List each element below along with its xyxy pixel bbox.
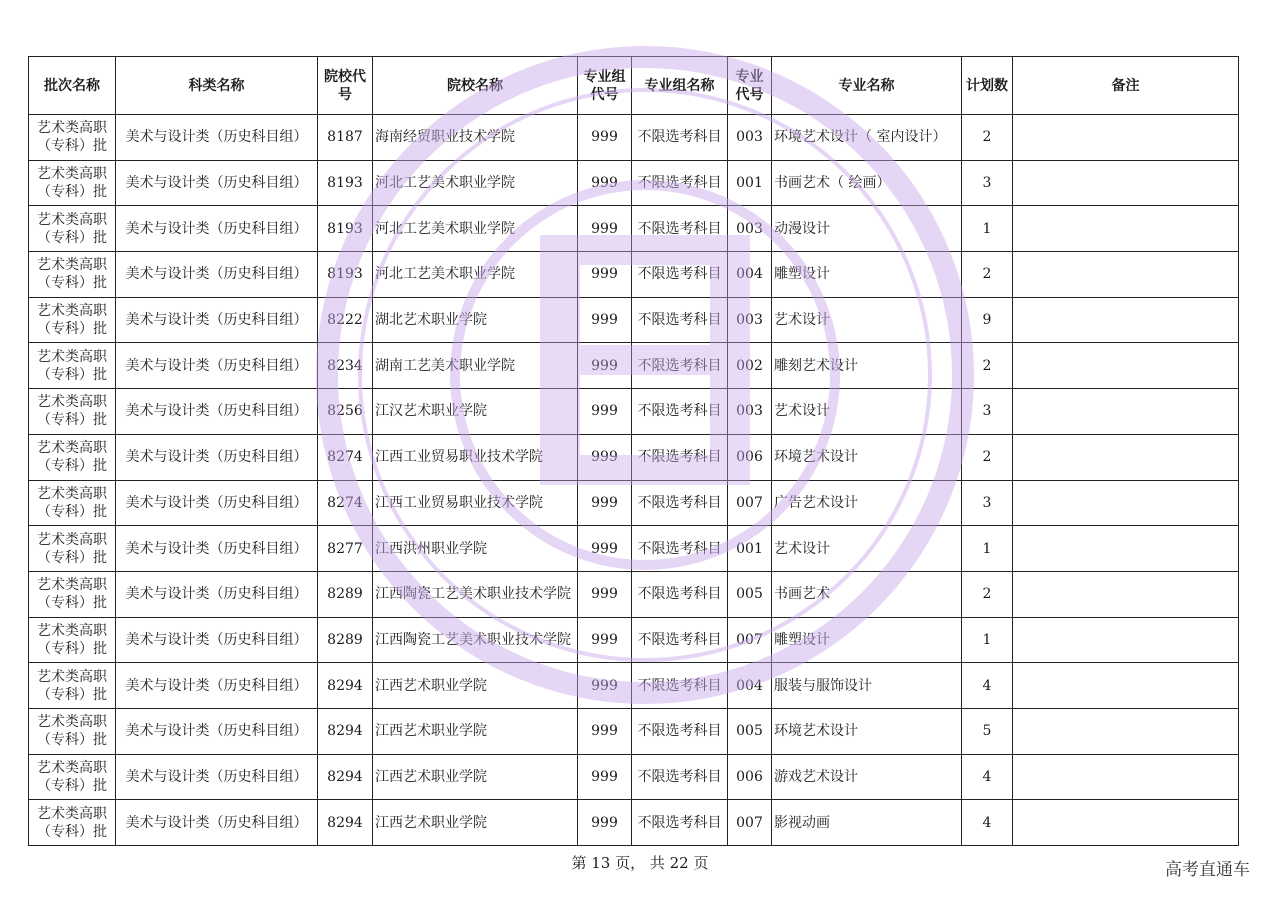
table-cell: 8193 [318, 206, 373, 252]
table-cell: 江西洪州职业学院 [373, 526, 578, 572]
table-cell: 8193 [318, 252, 373, 298]
table-cell: 004 [728, 663, 772, 709]
table-cell: 艺术类高职（专科）批 [29, 663, 116, 709]
column-header: 批次名称 [29, 57, 116, 115]
table-cell: 999 [578, 480, 632, 526]
table-cell: 8274 [318, 434, 373, 480]
table-cell: 美术与设计类（历史科目组） [116, 343, 318, 389]
table-cell: 美术与设计类（历史科目组） [116, 617, 318, 663]
table-cell: 4 [962, 754, 1013, 800]
table-cell: 美术与设计类（历史科目组） [116, 708, 318, 754]
table-cell: 美术与设计类（历史科目组） [116, 434, 318, 480]
table-cell: 2 [962, 571, 1013, 617]
table-cell: 999 [578, 800, 632, 846]
table-cell: 1 [962, 617, 1013, 663]
table-cell: 艺术类高职（专科）批 [29, 617, 116, 663]
table-cell: 美术与设计类（历史科目组） [116, 206, 318, 252]
table-cell: 2 [962, 343, 1013, 389]
table-cell: 8222 [318, 297, 373, 343]
table-cell: 艺术类高职（专科）批 [29, 800, 116, 846]
column-header: 备注 [1013, 57, 1239, 115]
table-cell: 艺术设计 [772, 297, 962, 343]
table-cell: 8294 [318, 663, 373, 709]
table-row [29, 663, 1239, 709]
table-cell: 8289 [318, 617, 373, 663]
table-cell [1013, 297, 1239, 343]
table-cell: 广告艺术设计 [772, 480, 962, 526]
table-cell: 003 [728, 206, 772, 252]
table-row [29, 526, 1239, 572]
table-cell: 8294 [318, 708, 373, 754]
table-cell: 不限选考科目 [632, 526, 728, 572]
table-cell: 艺术类高职（专科）批 [29, 297, 116, 343]
table-cell [1013, 617, 1239, 663]
table-row [29, 800, 1239, 846]
table-header-row [29, 57, 1239, 115]
table-cell: 不限选考科目 [632, 115, 728, 161]
table-cell: 不限选考科目 [632, 343, 728, 389]
table-cell: 艺术类高职（专科）批 [29, 526, 116, 572]
table-cell: 美术与设计类（历史科目组） [116, 389, 318, 435]
table-row [29, 252, 1239, 298]
table-cell: 001 [728, 160, 772, 206]
table-cell: 游戏艺术设计 [772, 754, 962, 800]
table-cell [1013, 389, 1239, 435]
table-cell: 江西艺术职业学院 [373, 708, 578, 754]
table-cell: 动漫设计 [772, 206, 962, 252]
table-cell: 湖北艺术职业学院 [373, 297, 578, 343]
table-cell: 不限选考科目 [632, 434, 728, 480]
table-cell: 9 [962, 297, 1013, 343]
table-cell: 江西陶瓷工艺美术职业技术学院 [373, 617, 578, 663]
table-cell: 999 [578, 526, 632, 572]
table-cell: 8256 [318, 389, 373, 435]
table-cell: 999 [578, 389, 632, 435]
table-cell: 2 [962, 252, 1013, 298]
table-cell: 3 [962, 480, 1013, 526]
table-cell: 环境艺术设计（ 室内设计） [772, 115, 962, 161]
brand-label: 高考直通车 [1165, 860, 1250, 880]
table-cell: 8294 [318, 800, 373, 846]
table-cell: 江西艺术职业学院 [373, 663, 578, 709]
table-cell: 美术与设计类（历史科目组） [116, 115, 318, 161]
table-cell: 1 [962, 526, 1013, 572]
table-cell: 河北工艺美术职业学院 [373, 206, 578, 252]
table-cell: 4 [962, 663, 1013, 709]
table-cell [1013, 708, 1239, 754]
column-header: 专业组代号 [578, 57, 632, 115]
table-cell: 999 [578, 617, 632, 663]
table-cell: 8187 [318, 115, 373, 161]
table-cell: 999 [578, 297, 632, 343]
table-cell [1013, 434, 1239, 480]
table-cell: 不限选考科目 [632, 252, 728, 298]
table-cell: 999 [578, 708, 632, 754]
table-cell: 不限选考科目 [632, 754, 728, 800]
table-cell: 不限选考科目 [632, 206, 728, 252]
table-row [29, 297, 1239, 343]
table-cell: 艺术类高职（专科）批 [29, 115, 116, 161]
table-cell: 美术与设计类（历史科目组） [116, 571, 318, 617]
table-row [29, 160, 1239, 206]
table-row [29, 708, 1239, 754]
table-cell: 999 [578, 343, 632, 389]
table-cell: 不限选考科目 [632, 297, 728, 343]
table-cell: 不限选考科目 [632, 389, 728, 435]
table-cell: 不限选考科目 [632, 663, 728, 709]
table-cell: 艺术设计 [772, 389, 962, 435]
table-cell: 8289 [318, 571, 373, 617]
table-cell: 河北工艺美术职业学院 [373, 160, 578, 206]
table-cell: 3 [962, 389, 1013, 435]
table-cell: 河北工艺美术职业学院 [373, 252, 578, 298]
column-header: 科类名称 [116, 57, 318, 115]
table-cell [1013, 663, 1239, 709]
table-cell: 不限选考科目 [632, 617, 728, 663]
table-cell [1013, 252, 1239, 298]
table-cell: 005 [728, 571, 772, 617]
table-cell [1013, 754, 1239, 800]
table-row [29, 343, 1239, 389]
table-cell: 007 [728, 617, 772, 663]
table-cell: 湖南工艺美术职业学院 [373, 343, 578, 389]
table-cell: 003 [728, 297, 772, 343]
table-cell: 3 [962, 160, 1013, 206]
table-cell [1013, 480, 1239, 526]
table-cell: 007 [728, 480, 772, 526]
table-cell: 8193 [318, 160, 373, 206]
table-cell: 006 [728, 754, 772, 800]
table-cell: 4 [962, 800, 1013, 846]
table-cell: 江西工业贸易职业技术学院 [373, 480, 578, 526]
table-cell: 江汉艺术职业学院 [373, 389, 578, 435]
table-cell: 艺术类高职（专科）批 [29, 206, 116, 252]
table-row [29, 480, 1239, 526]
table-cell: 雕刻艺术设计 [772, 343, 962, 389]
table-cell: 004 [728, 252, 772, 298]
table-cell: 999 [578, 115, 632, 161]
column-header: 院校代号 [318, 57, 373, 115]
table-cell: 环境艺术设计 [772, 434, 962, 480]
table-cell: 999 [578, 571, 632, 617]
table-cell [1013, 115, 1239, 161]
table-cell: 美术与设计类（历史科目组） [116, 480, 318, 526]
column-header: 专业代号 [728, 57, 772, 115]
table-row [29, 206, 1239, 252]
table-cell: 服装与服饰设计 [772, 663, 962, 709]
admission-plan-table [28, 56, 1239, 846]
table-cell: 书画艺术（ 绘画） [772, 160, 962, 206]
table-cell: 江西陶瓷工艺美术职业技术学院 [373, 571, 578, 617]
table-cell: 艺术类高职（专科）批 [29, 160, 116, 206]
table-cell: 8294 [318, 754, 373, 800]
table-cell: 艺术类高职（专科）批 [29, 389, 116, 435]
table-cell: 8234 [318, 343, 373, 389]
table-body [29, 115, 1239, 846]
table-cell: 003 [728, 115, 772, 161]
table-cell: 不限选考科目 [632, 708, 728, 754]
table-cell: 8277 [318, 526, 373, 572]
table-row [29, 115, 1239, 161]
table-cell: 江西艺术职业学院 [373, 800, 578, 846]
column-header: 院校名称 [373, 57, 578, 115]
table-cell: 雕塑设计 [772, 252, 962, 298]
page-number: 第 13 页， 共 22 页 [571, 854, 709, 872]
table-row [29, 434, 1239, 480]
table-cell: 美术与设计类（历史科目组） [116, 297, 318, 343]
table-cell [1013, 343, 1239, 389]
table-cell: 艺术设计 [772, 526, 962, 572]
table-cell: 艺术类高职（专科）批 [29, 343, 116, 389]
table-cell: 不限选考科目 [632, 480, 728, 526]
table-cell [1013, 160, 1239, 206]
table-cell: 999 [578, 754, 632, 800]
table-cell: 5 [962, 708, 1013, 754]
table-cell: 艺术类高职（专科）批 [29, 754, 116, 800]
table-cell: 美术与设计类（历史科目组） [116, 160, 318, 206]
plan-table-container [28, 56, 1238, 846]
table-cell: 影视动画 [772, 800, 962, 846]
table-cell [1013, 526, 1239, 572]
table-cell: 艺术类高职（专科）批 [29, 708, 116, 754]
column-header: 专业名称 [772, 57, 962, 115]
table-cell: 艺术类高职（专科）批 [29, 434, 116, 480]
table-cell: 999 [578, 663, 632, 709]
table-cell [1013, 571, 1239, 617]
table-cell: 007 [728, 800, 772, 846]
table-cell: 美术与设计类（历史科目组） [116, 526, 318, 572]
table-cell: 不限选考科目 [632, 160, 728, 206]
table-cell: 书画艺术 [772, 571, 962, 617]
table-cell: 美术与设计类（历史科目组） [116, 252, 318, 298]
table-cell: 8274 [318, 480, 373, 526]
table-cell: 环境艺术设计 [772, 708, 962, 754]
table-cell: 2 [962, 115, 1013, 161]
table-cell: 江西工业贸易职业技术学院 [373, 434, 578, 480]
table-cell: 1 [962, 206, 1013, 252]
table-cell: 999 [578, 434, 632, 480]
table-cell [1013, 206, 1239, 252]
table-cell: 美术与设计类（历史科目组） [116, 663, 318, 709]
column-header: 计划数 [962, 57, 1013, 115]
table-cell: 999 [578, 206, 632, 252]
table-cell: 不限选考科目 [632, 571, 728, 617]
table-cell: 艺术类高职（专科）批 [29, 571, 116, 617]
table-cell: 005 [728, 708, 772, 754]
table-cell: 艺术类高职（专科）批 [29, 252, 116, 298]
table-cell: 江西艺术职业学院 [373, 754, 578, 800]
table-cell: 美术与设计类（历史科目组） [116, 800, 318, 846]
table-cell: 001 [728, 526, 772, 572]
table-cell: 006 [728, 434, 772, 480]
column-header: 专业组名称 [632, 57, 728, 115]
table-row [29, 617, 1239, 663]
table-cell: 不限选考科目 [632, 800, 728, 846]
table-cell: 艺术类高职（专科）批 [29, 480, 116, 526]
table-cell: 美术与设计类（历史科目组） [116, 754, 318, 800]
table-cell: 003 [728, 389, 772, 435]
table-cell: 999 [578, 252, 632, 298]
table-cell: 999 [578, 160, 632, 206]
table-row [29, 389, 1239, 435]
table-row [29, 754, 1239, 800]
table-row [29, 571, 1239, 617]
table-cell: 2 [962, 434, 1013, 480]
table-cell: 雕塑设计 [772, 617, 962, 663]
table-cell: 002 [728, 343, 772, 389]
table-cell [1013, 800, 1239, 846]
table-cell: 海南经贸职业技术学院 [373, 115, 578, 161]
